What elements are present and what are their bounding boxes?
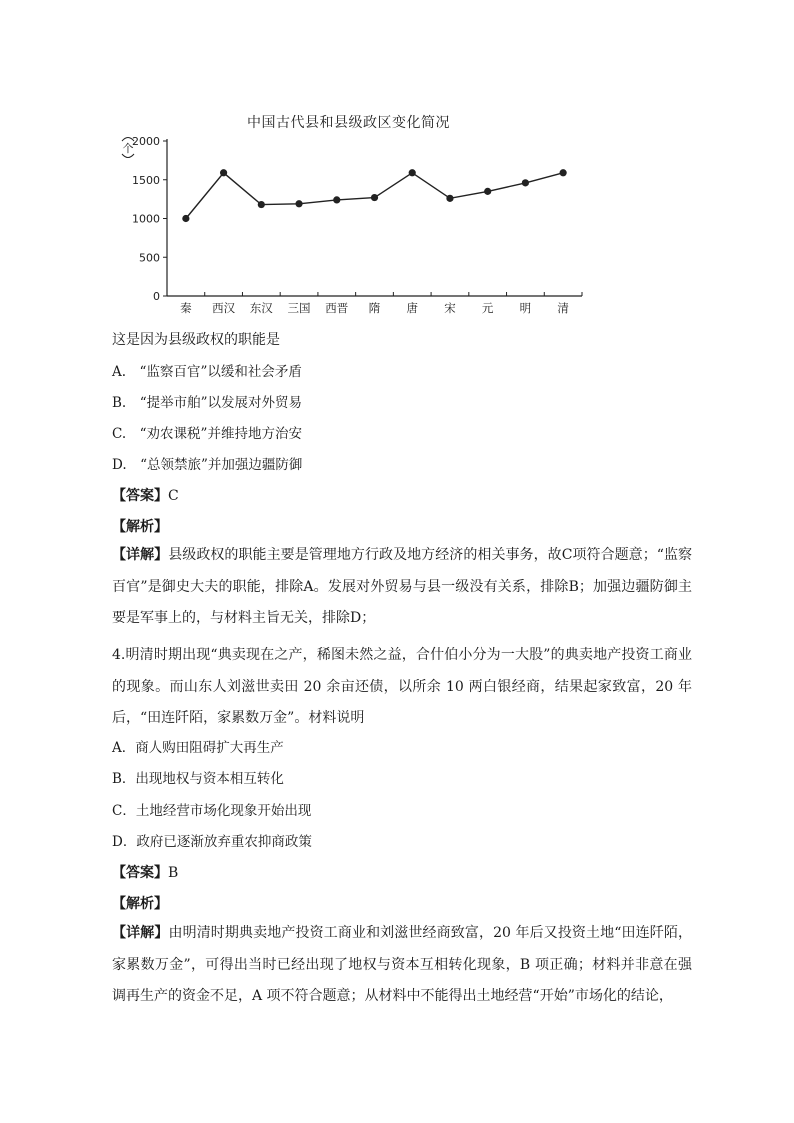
q4-analysis-line [112,893,687,915]
q3-answer-line [112,485,687,507]
q3-answer-tag: 【答案】 [112,488,168,504]
x-tick-label: 明 [519,301,532,315]
x-tick-label: 三国 [287,301,311,315]
q4-analysis-tag: 【解析】 [112,896,168,912]
data-point [446,195,453,202]
line-chart [112,108,592,318]
y-tick-label: 1000 [132,212,160,226]
x-tick-label: 宋 [444,301,456,315]
data-point [220,169,227,176]
x-tick-label: 东汉 [249,301,273,315]
q4-option-a: A．商人购田阻碍扩大再生产 [112,740,284,756]
data-point [484,188,491,195]
data-point [560,169,567,176]
data-point [333,196,340,203]
q3-analysis-line [112,516,687,538]
q4-option-c: C．土地经营市场化现象开始出现 [112,803,312,819]
q3-detail-text: 县级政权的职能主要是管理地方行政及地方经济的相关事务，故C项符合题意；“监察百官”是御史大夫的职能，排除A。发展对外贸易与县一级没有关系，排除B；加强边疆防御主要是军事上的，与材料主旨无关，排除D； [112,547,692,626]
q3-answer-value: C [168,488,179,504]
data-point [522,179,529,186]
q3-detail [112,540,692,635]
q4-stem: 4.明清时期出现“典卖现在之产，稀图未然之益，合什伯小分为一大股”的典卖地产投资工商业的现象。而山东人刘滋世卖田 20 余亩还债，以所余 10 两白银经商，结果起家致富，20 年后，“田连阡陌，家累数万金”。材料说明 [112,647,692,726]
data-point [371,194,378,201]
data-point [409,169,416,176]
q3-option-d: D. “总领禁旅”并加强边疆防御 [112,457,303,473]
q3-detail-tag: 【详解】 [112,547,169,563]
q4-answer-line [112,862,687,884]
q4-answer-value: B [168,865,179,881]
y-tick-label: 500 [139,251,160,265]
y-tick-label: 0 [153,290,160,303]
x-tick-label: 唐 [406,301,418,315]
chart-title: 中国古代县和县级政区变化简况 [247,115,450,131]
x-tick-label: 清 [557,301,569,315]
q4-option-d: D．政府已逐渐放弃重农抑商政策 [112,834,312,850]
q3-option-a: A. “监察百官”以缓和社会矛盾 [112,364,302,380]
y-axis-label: 个 [122,142,134,155]
data-point [295,200,302,207]
q4-detail-tag: 【详解】 [112,925,169,941]
y-tick-label: 2000 [132,135,160,148]
y-tick-label: 1500 [132,173,160,187]
x-tick-label: 秦 [180,301,192,315]
q4-detail [112,918,692,1013]
q4-option-b: B．出现地权与资本相互转化 [112,771,284,787]
x-tick-label: 元 [481,301,494,315]
x-tick-label: 西晋 [325,301,349,315]
data-point [182,215,189,222]
x-tick-label: 西汉 [212,301,236,315]
q3-option-c: C. “劝农课税”并维持地方治安 [112,426,302,442]
chart-svg [112,108,592,318]
q3-stem: 这是因为县级政权的职能是 [112,332,280,348]
q3-analysis-tag: 【解析】 [112,519,168,535]
x-tick-label: 隋 [368,301,381,315]
q4-detail-text: 由明清时期典卖地产投资工商业和刘滋世经商致富，20 年后又投资土地“田连阡陌，家累数万金”，可得出当时已经出现了地权与资本互相转化现象，B 项正确；材料并非意在强调再生产的资金不足，A 项不符合题意；从材料中不能得出土地经营“开始”市场化的结论， [112,925,693,1004]
data-point [258,201,265,208]
q4-answer-tag: 【答案】 [112,865,168,881]
q3-option-b: B. “提举市舶”以发展对外贸易 [112,395,303,411]
